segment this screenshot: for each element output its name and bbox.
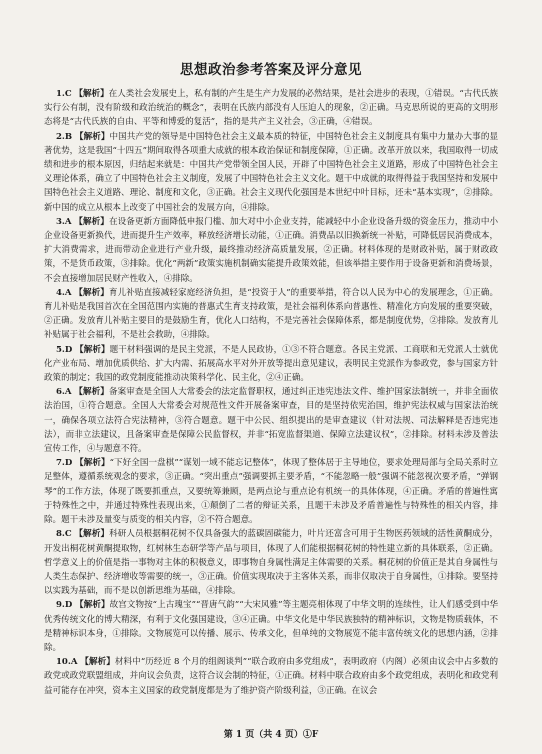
item-text: 备案审查是全国人大常委会的法定监督职权，通过纠正违宪违法文件、维护国家法制统一，并非全面依法治国，①符合题意。全国人大常委会对规范性文件开展备案审查，目的是坚持依宪治国，维护宪法权威与国家法治统一，确保各项立法符合宪法精神，③符合题意。题干中公民、组织提出的是审查建议（针对法规、司法解释是否违宪违法），而非立法建议，且备案审查是保障公民监督权，并非“拓宽监督渠道、保障立法建议权”，②排除。材料未涉及普法宣传工作，④与题意不符。 [44,387,499,455]
item-text: 故宫文物按“上古瑰宝”“晋唐气韵”“大宋风雅”等主题亮相体现了中华文明的连续性，让人们感受到中华优秀传统文化的博大精深，有利于文化强国建设，③④正确。中华文化是中华民族独特的精神标识，文物是物质载体，不是精神标识本身，①排除。文物展览可以传播、展示、传承文化，但单纯的文物展览不能丰富传统文化的思想内涵，②排除。 [44,600,499,653]
item-number: 3.A [55,216,72,227]
page-footer: 第 1 页（共 4 页）①F [223,730,319,740]
analysis-tag: 【解析】 [74,387,109,398]
analysis-tag: 【解析】 [74,131,110,142]
analysis-tag: 【解析】 [74,287,109,298]
item-text: 材料中“历经近 8 个月的组阁谈判”“联合政府由多党组成”，表明政府（内阁）必须由议会中占多数的政党或政党联盟组成，并向议会负责，这符合议会制的特征，①正确。材料中联合政府由多个政党组成，表明化和政党利益可能存在冲突，资本主义国家的政党制度都是为了维护资产阶级利益，③正确。在议会 [44,657,499,696]
page-title: 思想政治参考答案及评分意见 [180,62,362,78]
item-number: 1.C [55,89,72,99]
item-number: 9.D [55,600,73,611]
item-text: “下好全国一盘棋”“谋划一域不能忘记整体”，体现了整体居于主导地位，要求处理局部与全局关系时立足整体，遵循系统观念的要求，③正确。“突出重点”强调要抓主要矛盾，“不能忽略一般”强调不能忽视次要矛盾，“弹钢琴”的工作方法，体现了既要抓重点，又要统筹兼顾，是两点论与重点论有机统一的具体体现，④正确。矛盾的普遍性寓于特殊性之中，并通过特殊性表现出来，①颠倒了二者的辩证关系，且题干未涉及矛盾普遍性与特殊性的相关内容，排除。题干未涉及量变与质变的相关内容，②不符合题意。 [44,458,499,526]
answer-item-8 [44,527,498,598]
item-text: 科研人员根据桐花树不仅具备强大的蓝碳固碳能力，叶片还富含可用于生物医药领域的活性黄酮成分，开发出桐花树黄酮提取物，红树林生态研学等产品与项目，体现了人们能根据桐花树的特性建立新的具体联系，②正确。哲学意义上的价值是指一事物对主体的积极意义，即事物自身属性满足主体需要的关系。桐花树的价值正是其自身属性与人类生态保护、经济增收等需要的统一，③正确。价值实现取决于主客体关系，而非仅取决于自身属性，①排除。要坚持以实践为基础，而不是以创新思维为基础，④排除。 [44,529,499,597]
item-text: 在人类社会发展史上，私有制的产生是生产力发展的必然结果，是社会进步的表现，①错误。“古代氏族实行公有制，没有阶级和政治统治的概念”，表明在氏族内部没有人压迫人的现象，②正确。马克思所说的更高的文明形态将是“古代氏族的自由、平等和博爱的复活”，指的是共产主义社会，③正确，④错误。 [44,89,499,128]
analysis-tag: 【解析】 [75,344,110,355]
item-text: 育儿补贴直接减轻家庭经济负担，是“投资于人”的重要举措，符合以人民为中心的发展理念，①正确。育儿补贴是我国首次在全国范围内实施的普惠式生育支持政策，是社会福利体系向普惠性、精准化方向发展的重要突破，②正确。发放育儿补贴主要目的是鼓励生育，优化人口结构，不是完善社会保障体系，都是制度优势，②排除。发放育儿补贴属于社会福利，不是社会救助，④排除。 [44,287,498,341]
item-number: 6.A [55,387,72,398]
answer-body [44,87,498,698]
analysis-tag: 【解析】 [74,529,110,540]
answer-item-9 [44,598,498,655]
answer-item-10 [44,655,498,698]
answer-item-7 [44,456,498,527]
item-number: 8.C [55,529,72,540]
item-number: 7.D [55,458,73,469]
item-text: 在设备更新方面降低申报门槛、加大对中小企业支持，能减轻中小企业设备升级的资金压力，推动中小企业设备更新换代，进而提升生产效率，释放经济增长动能，①正确。消费品以旧换新统一补贴，可降低居民消费成本，扩大消费需求，进而带动企业进行产业升级，最终推动经济高质量发展，②正确。材料体现的是财政补贴，属于财政政策，不是货币政策，③排除。优化“两新”政策实施机制确实能提升政策效能，但该举措主要作用于设备更新和消费场景，不会直接增加居民财产性收入，④排除。 [44,216,499,284]
analysis-tag: 【解析】 [75,458,110,469]
analysis-tag: 【解析】 [74,216,109,227]
item-number: 4.A [55,287,72,298]
answer-item-1 [44,87,498,130]
item-number: 2.B [55,131,73,142]
answer-item-4 [44,286,498,343]
item-number: 10.A [55,657,78,668]
item-number: 5.D [55,344,73,355]
answer-item-6 [44,385,498,456]
item-text: 中国共产党的领导是中国特色社会主义最本质的特征，中国特色社会主义制度具有集中力量办大事的显著优势，这是我国“十四五”期间取得各项重大成就的根本政治保证和制度保障，①正确。改革开放以来，我国取得一切成绩和进步的根本原因，归结起来就是：中国共产党带领全国人民，开辟了中国特色社会主义道路，形成了中国特色社会主义理论体系，确立了中国特色社会主义制度，发展了中国特色社会主义文化。题干中成就的取得得益于我国坚持和发展中国特色社会主义道路、理论、制度和文化，③正确。社会主义现代化强国是本世纪中叶目标，还未“基本实现”，②排除。新中国的成立从根本上改变了中国社会的发展方向，④排除。 [44,131,499,213]
item-text: 题干材料强调的是民主党派，不是人民政协，①③不符合题意。各民主党派、工商联和无党派人士就优化产业布局、增加优质供给、扩大内需、拓展高水平对外开放等提出意见建议，表明民主党派作为参政党，参与国家方针政策的制定；我国的政党制度能推动决策科学化、民主化，②④正确。 [44,344,499,384]
answer-item-5 [44,343,498,386]
answer-item-2 [44,130,498,215]
analysis-tag: 【解析】 [74,89,109,99]
analysis-tag: 【解析】 [80,657,115,668]
answer-item-3 [44,215,498,286]
analysis-tag: 【解析】 [75,600,110,611]
